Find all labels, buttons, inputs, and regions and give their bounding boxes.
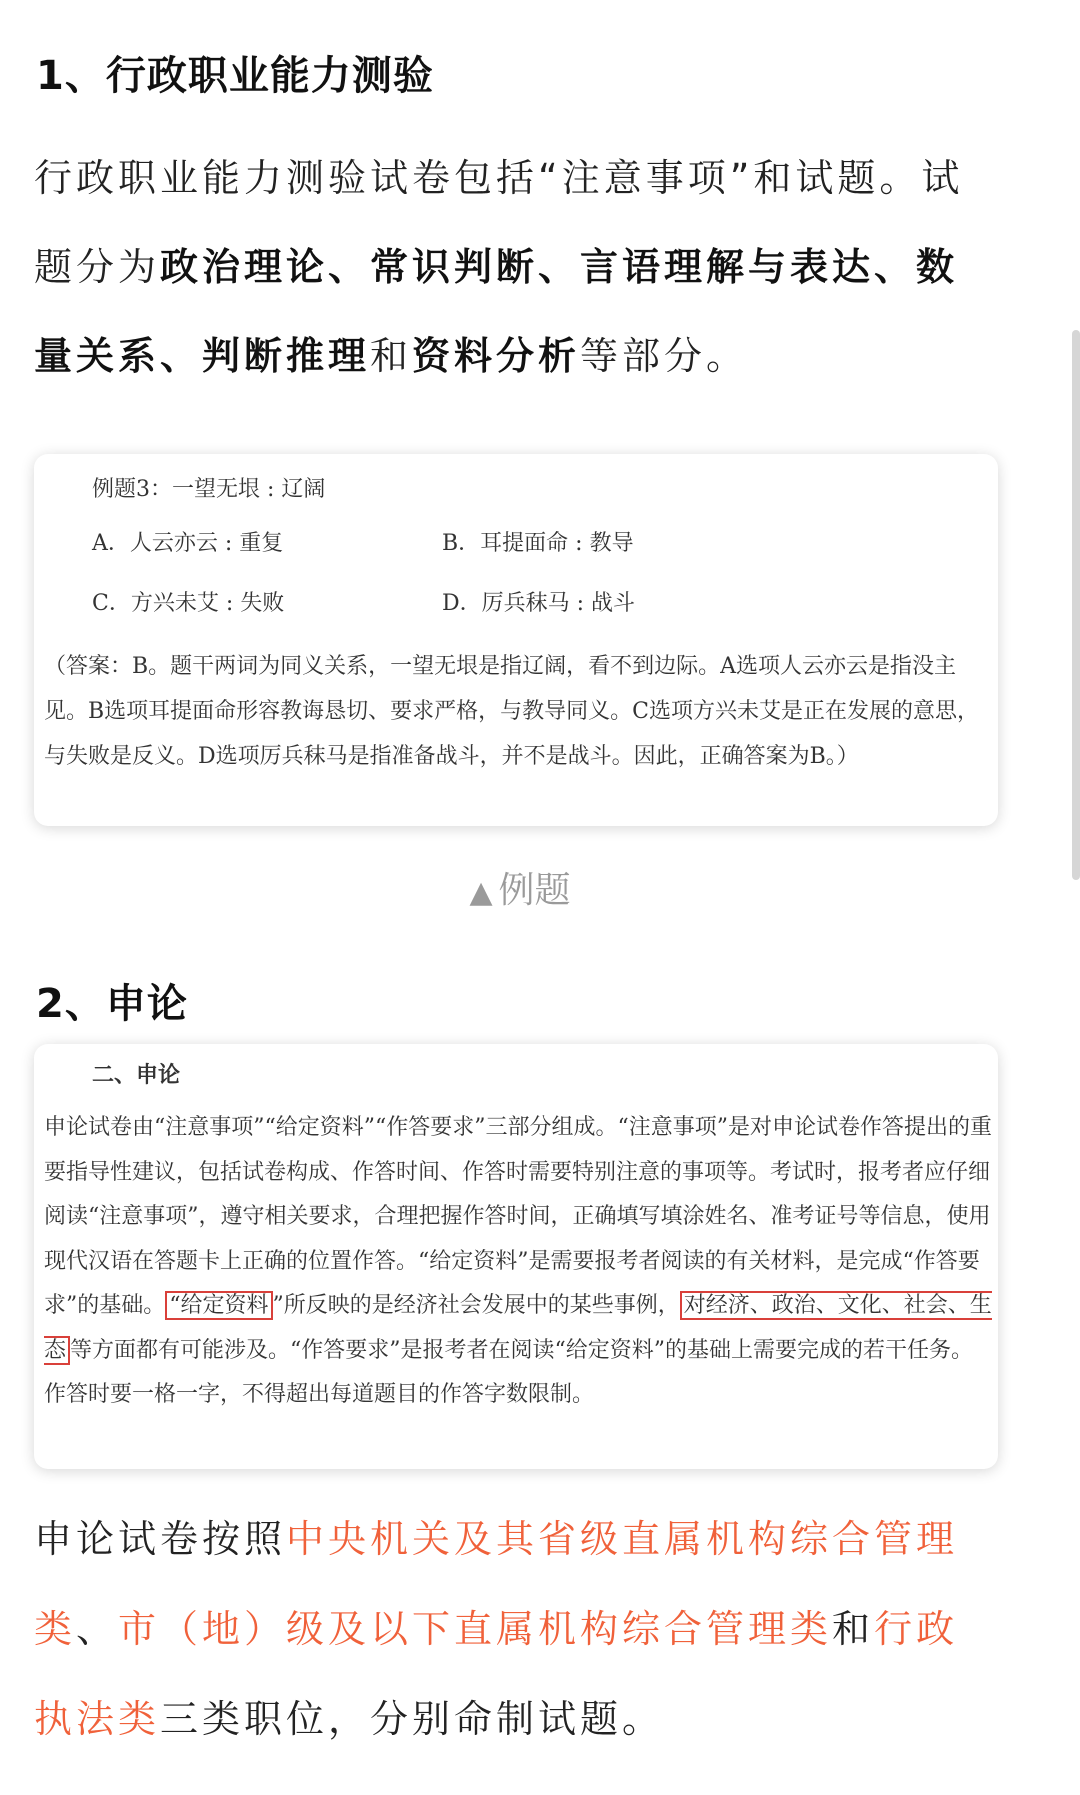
body-text: 等方面都有可能涉及。“作答要求”是报考者在阅读“给定资料”的基础上需要完成的若干任务。作答时要一格一字，不得超出每道题目的作答字数限制。 [44, 1337, 974, 1407]
bold-subject: 资料分析 [412, 334, 581, 378]
shenlun-excerpt-card [34, 1044, 998, 1469]
highlight-city-level: 市（地）级及以下直属机构综合管理类 [118, 1607, 833, 1651]
example-caption [0, 862, 1040, 913]
paragraph-text: 等部分。 [580, 334, 749, 378]
highlight-law-enforcement: 行政执法类 [34, 1607, 959, 1741]
option-c: C．方兴未艾 : 失败 [92, 591, 285, 616]
example-answer: （答案：B。题干两词为同义关系，一望无垠是指辽阔，看不到边际。A选项人云亦云是指没主见。B选项耳提面命形容教诲恳切、要求严格，与教导同义。C选项方兴未艾是正在发展的意思，与失败是反义。D选项厉兵秣马是指准备战斗，并不是战斗。因此，正确答案为B。） [44, 654, 980, 769]
caption-text: 例题 [498, 870, 571, 911]
paragraph-text: 、 [76, 1607, 119, 1651]
highlight-central-agencies: 中央机关及其省级直属机构综合管理类 [34, 1517, 959, 1651]
option-a: A．人云亦云 : 重复 [92, 531, 284, 556]
bold-subjects: 政治理论、常识判断、言语理解与表达、数量关系、判断推理 [34, 245, 959, 378]
card-heading: 二、申论 [92, 1062, 181, 1088]
section-2-paragraph [34, 1494, 994, 1764]
section-1-paragraph [34, 134, 994, 401]
body-text: ”所反映的是经济社会发展中的某些事例， [272, 1293, 680, 1318]
triangle-up-icon: ▲ [469, 875, 493, 910]
example-title: 例题3：一望无垠 : 辽阔 [92, 477, 326, 502]
section-2-heading: 2、申论 [36, 981, 188, 1027]
example-question-card [34, 454, 998, 826]
body-text: 申论试卷由“注意事项”“给定资料”“作答要求”三部分组成。“注意事项”是对申论试卷作答提出的重要指导性建议，包括试卷构成、作答时间、作答时需要特别注意的事项等。考试时，报考者应仔细阅读“注意事项”，遵守相关要求，合理把握作答时间，正确填写填涂姓名、准考证号等信息，使用现代汉语在答题卡上正确的位置作答。“给定资料”是需要报考者阅读的有关材料，是完成“作答要求”的基础。 [44, 1115, 992, 1318]
section-1-heading: 1、行政职业能力测验 [36, 53, 434, 99]
highlight-box-given-material: “给定资料 [165, 1291, 272, 1320]
option-d: D．厉兵秣马 : 战斗 [442, 591, 636, 616]
shenlun-description [44, 1106, 994, 1418]
paragraph-text: 和 [370, 334, 413, 378]
paragraph-text: 和 [832, 1607, 875, 1651]
option-b: B．耳提面命 : 教导 [442, 531, 634, 556]
highlight-box-domains: 对经济、政治、文化、社会、生态 [44, 1293, 992, 1363]
scrollbar[interactable] [1072, 330, 1080, 880]
paragraph-text: 行政职业能力测验试卷包括“注意事项”和试题。试题分为 [34, 156, 964, 289]
paragraph-text: 申论试卷按照 [34, 1517, 287, 1561]
paragraph-text: 三类职位，分别命制试题。 [160, 1697, 665, 1741]
